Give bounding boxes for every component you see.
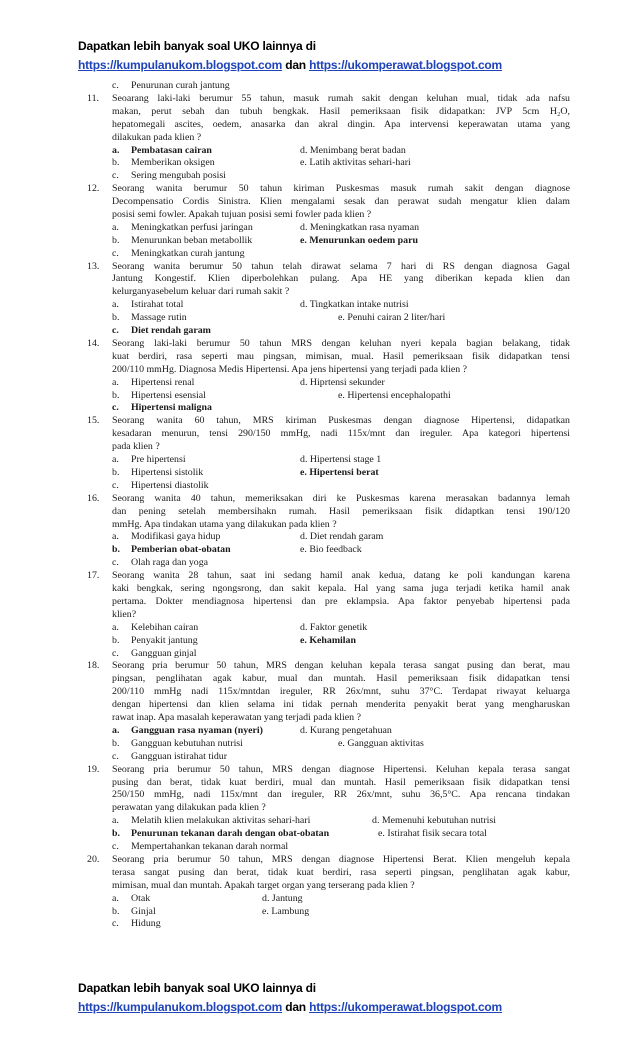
option [112,145,212,158]
option-text: Hipertensi diastolik [131,479,209,491]
option [300,725,392,738]
option [378,828,487,841]
option-letter: b. [112,905,120,917]
kumpulanukom-link[interactable]: https://kumpulanukom.blogspot.com [78,1000,283,1014]
option-row [112,222,570,235]
option-letter: c. [112,479,119,491]
option-text: Pembatasan cairan [131,144,212,156]
question-text-line: pada klien ? [112,441,160,453]
question-text-line: kesadaran menurun, tensi 290/150 mmHg, nadi 115x/mnt dan ireguler. Apa kategori hipertensi [112,428,570,440]
question [87,660,570,763]
option-letter: a. [112,724,120,736]
banner-line: Dapatkan lebih banyak soal UKO lainnya di [78,39,316,53]
option-text: d. Jantung [262,892,303,904]
option-text: Gangguan rasa nyaman (nyeri) [131,724,263,736]
question-text-line: Seorang wanita 40 tahun, memeriksakan diri ke Puskesmas karena merasakan badannya lemah [112,492,570,504]
option-row [112,170,570,183]
option [112,544,231,557]
option-row [112,557,570,570]
option-text: Kelebihan cairan [131,621,199,633]
question-number: 12. [87,183,100,195]
option-letter: c. [112,402,119,414]
option-letter: b. [112,544,120,556]
question-text-line: perawatan yang dilakukan pada klien ? [112,802,266,814]
option [112,531,220,544]
option-text: Penurunan tekanan darah dengan obat-obatan [131,828,330,840]
option-letter: b. [112,389,120,401]
question-text-line: kelurganyasebelum keluar dari rumah sakit ? [112,286,290,298]
option-text: d. Tingkatkan intake nutrisi [300,299,409,311]
option [300,222,419,235]
question-number: 14. [87,337,100,349]
option [300,635,356,648]
option-text: Ginjal [131,905,156,917]
question-number: 19. [87,763,100,775]
option [112,918,161,931]
option-row [112,454,570,467]
question-text-line: pusing dan berat, tidak kuat berdiri, mual dan muntah. Hasil pemeriksaan fisik didapatkan tensi [112,776,570,788]
question-text-line: posisi semi fowler. Apakah tujuan posisi semi fowler pada klien ? [112,209,372,220]
question-text-line: dan pening setelah membersihakn rumah. Hasil pemeriksaan fisik didaptkan tensi 190/120 [112,505,570,517]
option [112,480,209,493]
option-row [112,828,570,841]
option-letter: c. [112,841,119,853]
option-text: d. Faktor genetik [300,621,368,633]
option-row [112,918,570,931]
option [112,738,243,751]
option [300,157,411,170]
question-number: 18. [87,660,100,672]
option-text: d. Hiprtensi sekunder [300,376,385,388]
option-row [112,841,570,854]
option-text: Gangguan kebutuhan nutrisi [131,737,243,749]
option [112,906,156,919]
question-text-line: Seorang pria berumur 50 tahun, MRS dengan keluhan kepala terasa sangat pusing dan berat, mau [112,660,570,672]
option-text: d. Diet rendah garam [300,531,384,543]
option-text: e. Menurunkan oedem paru [300,234,418,246]
question [87,570,570,660]
option-letter: c. [112,325,119,337]
option-row [112,235,570,248]
option [112,170,226,183]
question-text-line: 250/150 mmHg, nadi 115x/mnt dan ireguler, RR 26x/mnt, suhu 36,5°C. Apa rencana tindakan [112,789,570,801]
option-text: d. Memenuhi kebutuhan nutrisi [372,815,496,827]
option-text: Istirahat total [131,299,184,311]
question-text-line: dengan hipertensi dan klien selama ini tidak pernah menderita penyakit berat yang mengharuskan [112,699,570,711]
question [87,337,570,415]
option [112,893,150,906]
option-letter: b. [112,312,120,324]
question [87,415,570,492]
option-text: Pemberian obat-obatan [131,544,231,556]
option [338,738,424,751]
option [112,312,187,325]
option-letter: c. [112,80,119,91]
option-text: d. Hipertensi stage 1 [300,454,382,466]
option [112,648,197,661]
question-text-line: Jantung Kongestif. Klien diperbolehkan pulang. Apa HE yang diberikan kepada klien dan [112,273,570,285]
option-letter: b. [112,157,120,169]
question-text-line: rawat inap. Apa masalah keperawatan yang terjadi pada klien ? [112,712,361,724]
question-number: 16. [87,492,100,504]
option-text: Olah raga dan yoga [131,557,209,569]
option-letter: c. [112,647,119,659]
option-row [112,402,570,415]
option-text: e. Hipertensi berat [300,466,379,478]
banner-line: Dapatkan lebih banyak soal UKO lainnya di [78,981,316,995]
option-letter: a. [112,531,119,543]
question-text-line: dilakukan pada klien ? [112,131,202,143]
option [300,454,381,467]
option-letter: b. [112,234,120,246]
question [87,183,570,260]
option [372,815,496,828]
option-row [112,80,570,93]
option-row [112,157,570,170]
question-text-line: Seorang wanita 60 tahun, MRS kiriman Puskesmas dengan diagnose Hipertensi, didapatkan [112,415,570,427]
option-letter: a. [112,299,119,311]
option-letter: a. [112,144,120,156]
option-text: Melatih klien melakukan aktivitas sehari-hari [131,815,311,827]
option-letter: c. [112,557,119,569]
option-text: Hipertensi sistolik [131,466,204,478]
option-row [112,145,570,158]
option [112,635,198,648]
option [262,893,303,906]
question [87,260,570,338]
option-text: Gangguan istirahat tidur [131,750,227,762]
question-text-line: Seorang wanita berumur 50 tahun kiriman Puskesmas masuk rumah sakit dengan diagnose [112,183,570,195]
option-text: Massage rutin [131,312,187,324]
option-row [112,299,570,312]
option [112,390,206,403]
question [87,492,570,570]
option-letter: c. [112,247,119,259]
option-text: Hipertensi esensial [131,389,206,401]
option-row [112,377,570,390]
option-letter: a. [112,454,119,466]
ukomperawat-link[interactable]: https://ukomperawat.blogspot.com [309,1000,503,1014]
option-text: e. Lambung [262,905,310,917]
option-text: d. Meningkatkan rasa nyaman [300,221,420,233]
option-letter: b. [112,634,120,646]
option [300,531,383,544]
question-text-line: Seorang pria berumur 50 tahun, MRS dengan diagnose Hipertensi Berat. Klien mengeluh kepala [112,853,570,865]
option [112,377,194,390]
question-text-line: pertama. Dokter mendiagnosa hipertensi dan pre eklampsia. Apa faktor penyebab hipertensi pada [112,595,570,607]
option-letter: a. [112,376,119,388]
option-row [112,635,570,648]
option-text: e. Bio feedback [300,544,362,556]
option [112,402,212,415]
option [112,235,252,248]
option [112,557,208,570]
question-number: 13. [87,260,100,272]
option-text: Penyakit jantung [131,634,198,646]
question-10-continuation [112,80,570,93]
option [300,145,406,158]
option [300,235,418,248]
option-row [112,906,570,919]
option [112,622,198,635]
option-row [112,390,570,403]
option [300,622,367,635]
option-row [112,480,570,493]
question-text-line: klien? [112,608,137,620]
banner-connector: dan [282,1000,310,1014]
question-list [0,80,638,931]
option-text: e. Gangguan aktivitas [338,737,424,749]
option [112,325,211,338]
option-text: e. Istirahat fisik secara total [378,828,487,840]
option-text: Otak [131,892,151,904]
option-letter: c. [112,918,119,930]
option [112,157,215,170]
option [300,377,385,390]
option [112,751,227,764]
option-text: Memberikan oksigen [131,157,215,169]
option-text: e. Kehamilan [300,634,356,646]
option-row [112,622,570,635]
option-row [112,325,570,338]
option [112,815,310,828]
option-text: Meningkatkan curah jantung [131,247,245,259]
option [112,454,186,467]
option-text: e. Penuhi cairan 2 liter/hari [338,312,446,324]
option-letter: b. [112,466,120,478]
question-text-line: makan, perut sebah dan tubuh bengkak. Hasil pemeriksaan fisik didapatkan: JVP 5cm H₂O, [112,105,570,117]
question-number: 17. [87,570,100,582]
option-row [112,751,570,764]
question-text-line: hepatomegali ascites, oedem, anasarka dan akral dingin. Apa intervensi keperawatan utama yang [112,118,570,130]
question-text-line: Seorang wanita 28 tahun, saat ini sedang hamil anak kedua, datang ke poli kandungan karena [112,570,570,582]
footer-banner [78,979,578,1017]
option-row [112,312,570,325]
option-text: d. Menimbang berat badan [300,144,406,156]
option-text: Hipertensi maligna [131,402,212,414]
option-text: e. Hipertensi encephalopathi [338,389,451,401]
question-number: 20. [87,853,100,865]
question-text-line: 200/110 mmHg nadi 115x/mntdan ireguler, RR 26x/mnt, suhu 37°C. Terdapat riwayat keluarga [112,686,570,698]
question-text-line: Decompensatio Cordis Sinistra. Klien mengalami sesak dan perawat sudah mengatur klien dalam [112,196,570,208]
option [112,725,263,738]
option-text: Penurunan curah jantung [131,80,230,91]
header-banner [78,37,578,75]
option-text: Meningkatkan perfusi jaringan [131,221,253,233]
option [300,467,379,480]
option [338,312,445,325]
option [300,299,409,312]
option-letter: b. [112,828,120,840]
option-letter: a. [112,815,119,827]
option-text: e. Latih aktivitas sehari-hari [300,157,411,169]
kumpulanukom-link[interactable]: https://kumpulanukom.blogspot.com [78,58,283,72]
option-text: Menurunkan beban metabollik [131,234,253,246]
question [87,763,570,854]
question-text-line: Seoarang laki-laki berumur 55 tahun, masuk rumah sakit dengan keluhan mual, tidak ada nafsu [112,92,570,104]
option [112,248,245,261]
question-text-line: kaki bengkak, sering ngongsrong, dan sakit kepala. Hal yang sama juga terjadi ketika hamil anak [112,583,570,595]
question [87,92,570,183]
option-text: d. Kurang pengetahuan [300,724,392,736]
question-text-line: terasa sangat pusing dan berat, tidak kuat berdiri, rasa seperti pingsan, penglihatan agak kabur, [112,866,570,878]
question-number: 11. [87,92,99,104]
option-letter: c. [112,170,119,182]
question-number: 15. [87,415,100,427]
option-row [112,531,570,544]
option-text: Hidung [131,918,161,930]
option-text: Mempertahankan tekanan darah normal [131,841,289,853]
option-row [112,725,570,738]
banner-connector: dan [282,58,310,72]
option [112,828,329,841]
option-row [112,893,570,906]
question-text-line: kuat berdiri, rasa seperti mau pingsan, mimisan, mual. Hasil pemeriksaan fisik didapatkan tensi [112,350,570,362]
option-row [112,815,570,828]
question-text-line: pingsan, penglihatan agak kabur, mual dan muntah. Hasil pemeriksaan fisik didapatkan tensi [112,673,570,685]
option-letter: a. [112,221,119,233]
question-text-line: 200/110 mmHg. Diagnosa Medis Hipertensi. Apa jens hipertensi yang terjadi pada klien ? [112,363,468,375]
option-letter: c. [112,750,119,762]
option [300,544,362,557]
question-text-line: Seorang wanita berumur 50 tahun telah dirawat selama 7 hari di RS dengan diagnosa Gagal [112,260,570,272]
option [112,80,230,93]
option-row [112,248,570,261]
option [338,390,451,403]
option-text: Pre hipertensi [131,454,186,466]
option-text: Hipertensi renal [131,376,195,388]
question-text-line: mmHg. Apa tindakan utama yang dilakukan pada klien ? [112,518,337,530]
option [112,222,253,235]
option-letter: a. [112,892,119,904]
option-row [112,544,570,557]
option [112,467,203,480]
option-text: Diet rendah garam [131,325,211,337]
question [87,853,570,931]
ukomperawat-link[interactable]: https://ukomperawat.blogspot.com [309,58,503,72]
option [112,841,288,854]
option-row [112,648,570,661]
option-text: Gangguan ginjal [131,647,197,659]
option-text: Modifikasi gaya hidup [131,531,221,543]
option-text: Sering mengubah posisi [131,170,226,182]
question-text-line: mimisan, mual dan muntah. Apakah target organ yang terserang pada klien ? [112,879,415,891]
option-letter: a. [112,621,119,633]
question-text-line: Seorang pria berumur 50 tahun, MRS dengan diagnose Hipertensi. Keluhan kepala terasa sangat [112,763,570,775]
option-letter: b. [112,737,120,749]
option-row [112,738,570,751]
question-text-line: Seorang laki-laki berumur 50 tahun MRS dengan keluhan nyeri kepala bagian belakang, tidak [112,337,570,349]
option [262,906,309,919]
option [112,299,183,312]
option-row [112,467,570,480]
